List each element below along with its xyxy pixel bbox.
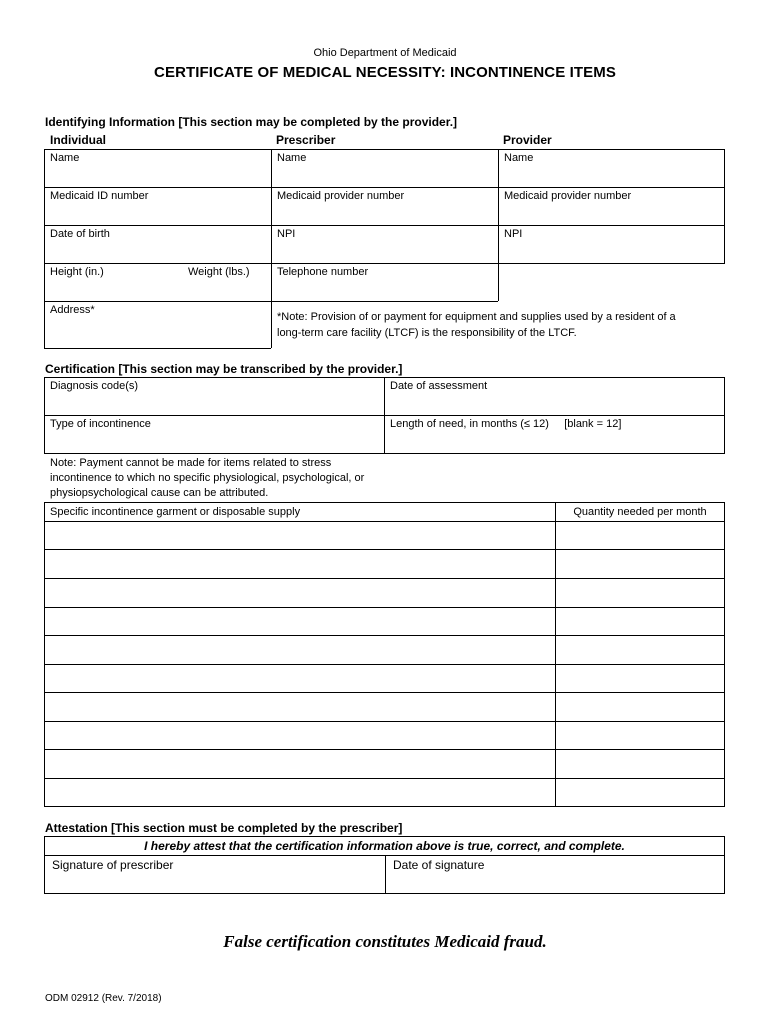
attestation-statement: I hereby attest that the certification information above is true, correct, and complete. [144, 839, 625, 853]
prescriber-telephone-label: Telephone number [277, 266, 369, 278]
individual-name-label: Name [50, 152, 80, 164]
attestation-heading: Attestation [This section must be completed by the prescriber] [45, 821, 403, 835]
quantity-field[interactable] [556, 779, 724, 806]
prescriber-name-field[interactable] [272, 150, 498, 187]
quantity-field[interactable] [556, 550, 724, 578]
individual-dob-label: Date of birth [50, 228, 110, 240]
individual-address-label: Address* [50, 304, 95, 316]
payment-note-line2: incontinence to which no specific physiological, psychological, or [50, 472, 365, 484]
supply-item-field[interactable] [45, 636, 555, 664]
individual-height-label: Height (in.) [50, 266, 104, 278]
individual-weight-field[interactable] [175, 264, 271, 301]
form-title: CERTIFICATE OF MEDICAL NECESSITY: INCONTINENCE ITEMS [154, 64, 616, 81]
payment-note-line3: physiopsychological cause can be attributed. [50, 487, 269, 499]
supply-item-field[interactable] [45, 522, 555, 549]
quantity-field[interactable] [556, 608, 724, 635]
prescriber-name-label: Name [277, 152, 307, 164]
provider-npi-field[interactable] [499, 226, 724, 263]
date-assessment-field[interactable] [385, 378, 724, 415]
certification-heading: Certification [This section may be transcribed by the provider.] [45, 362, 403, 376]
prescriber-npi-label: NPI [277, 228, 296, 240]
provider-npi-label: NPI [504, 228, 523, 240]
supply-item-field[interactable] [45, 750, 555, 778]
type-incontinence-label: Type of incontinence [50, 418, 151, 430]
diagnosis-label: Diagnosis code(s) [50, 380, 139, 392]
provider-name-label: Name [504, 152, 534, 164]
supply-item-field[interactable] [45, 693, 555, 721]
prescriber-medicaid-number-field[interactable] [272, 188, 498, 225]
quantity-field[interactable] [556, 722, 724, 749]
diagnosis-field[interactable] [45, 378, 384, 415]
date-signature-label: Date of signature [393, 858, 485, 872]
supply-item-field[interactable] [45, 779, 555, 806]
prescriber-telephone-field[interactable] [272, 264, 498, 301]
quantity-field[interactable] [556, 522, 724, 549]
length-need-label: Length of need, in months (≤ 12) [blank = 12] [390, 418, 622, 430]
individual-address-field[interactable] [45, 302, 271, 348]
supply-column-header: Specific incontinence garment or disposable supply [50, 506, 301, 518]
date-assessment-label: Date of assessment [390, 380, 488, 392]
provider-medicaid-number-label: Medicaid provider number [504, 190, 632, 202]
date-signature-field[interactable] [386, 856, 724, 893]
agency-name: Ohio Department of Medicaid [313, 47, 457, 59]
ltcf-note-line2: long-term care facility (LTCF) is the responsibility of the LTCF. [277, 327, 577, 339]
supply-item-field[interactable] [45, 608, 555, 635]
quantity-field[interactable] [556, 665, 724, 692]
individual-dob-field[interactable] [45, 226, 271, 263]
supply-item-field[interactable] [45, 579, 555, 607]
prescriber-medicaid-number-label: Medicaid provider number [277, 190, 405, 202]
provider-name-field[interactable] [499, 150, 724, 187]
individual-height-field[interactable] [45, 264, 175, 301]
signature-label: Signature of prescriber [52, 858, 174, 872]
ltcf-note-line1: *Note: Provision of or payment for equipment and supplies used by a resident of a [277, 311, 676, 323]
payment-note-line1: Note: Payment cannot be made for items related to stress [50, 457, 332, 469]
individual-column-heading: Individual [50, 133, 107, 147]
prescriber-column-heading: Prescriber [276, 133, 336, 147]
quantity-field[interactable] [556, 693, 724, 721]
signature-field[interactable] [45, 856, 385, 893]
quantity-field[interactable] [556, 750, 724, 778]
type-incontinence-field[interactable] [45, 416, 384, 453]
individual-weight-label: Weight (lbs.) [188, 266, 250, 278]
individual-name-field[interactable] [45, 150, 271, 187]
supply-item-field[interactable] [45, 550, 555, 578]
prescriber-npi-field[interactable] [272, 226, 498, 263]
supply-item-field[interactable] [45, 722, 555, 749]
form-number: ODM 02912 (Rev. 7/2018) [45, 993, 162, 1004]
supply-item-field[interactable] [45, 665, 555, 692]
individual-medicaid-id-label: Medicaid ID number [50, 190, 149, 202]
quantity-field[interactable] [556, 636, 724, 664]
individual-medicaid-id-field[interactable] [45, 188, 271, 225]
fraud-warning: False certification constitutes Medicaid fraud. [223, 932, 547, 951]
provider-medicaid-number-field[interactable] [499, 188, 724, 225]
provider-column-heading: Provider [503, 133, 552, 147]
quantity-column-header: Quantity needed per month [573, 506, 707, 518]
length-need-field[interactable] [385, 416, 724, 453]
identifying-heading: Identifying Information [This section may be completed by the provider.] [45, 115, 458, 129]
quantity-field[interactable] [556, 579, 724, 607]
